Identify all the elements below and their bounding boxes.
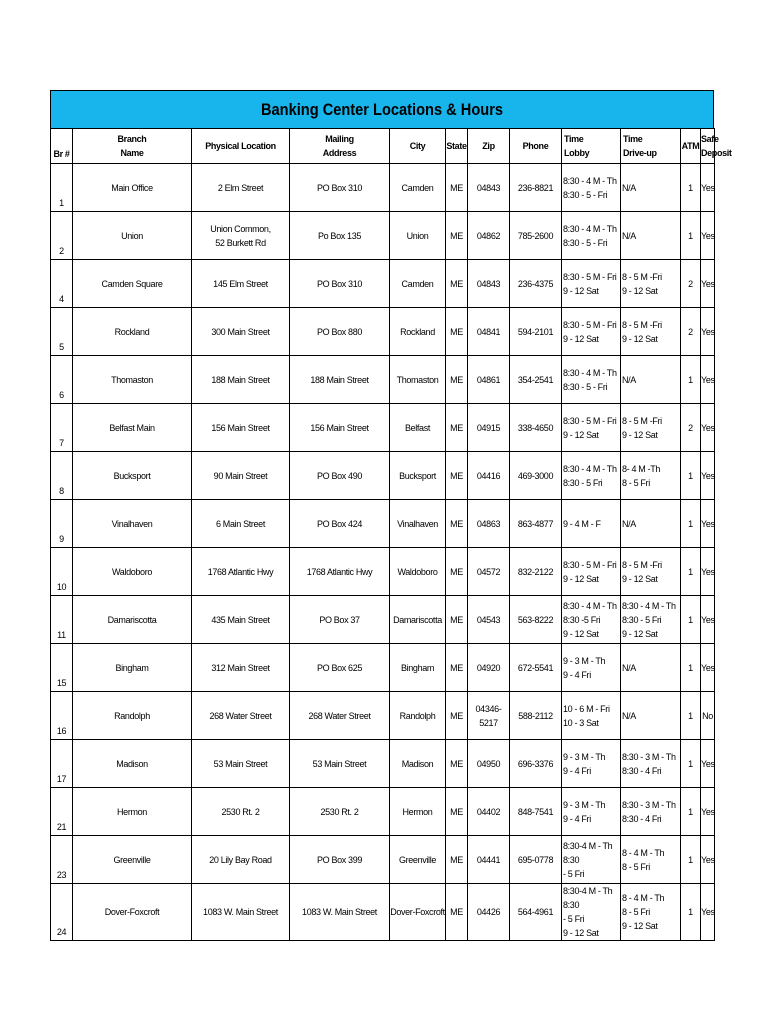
phone-cell: 696-3376 [510, 740, 562, 788]
physical-location-cell: 188 Main Street [192, 356, 290, 404]
table-row [51, 548, 715, 596]
branch-name-cell: Dover-Foxcroft [73, 884, 192, 941]
branch-name-cell: Thomaston [73, 356, 192, 404]
driveup-hours-cell: 8 - 5 M -Fri 9 - 12 Sat [621, 308, 681, 356]
header-time-lobby: Time Lobby [562, 129, 621, 164]
header-safe-deposit: Safe Deposit [701, 129, 715, 164]
atm-count-cell: 1 [681, 836, 701, 884]
phone-cell: 338-4650 [510, 404, 562, 452]
table-row [51, 692, 715, 740]
safe-deposit-cell: Yes [701, 212, 715, 260]
branch-name-cell: Randolph [73, 692, 192, 740]
branch-name-cell: Belfast Main [73, 404, 192, 452]
driveup-hours-cell: 8 - 5 M -Fri 9 - 12 Sat [621, 404, 681, 452]
phone-cell: 848-7541 [510, 788, 562, 836]
driveup-hours-cell: N/A [621, 212, 681, 260]
table-row [51, 836, 715, 884]
zip-cell: 04402 [468, 788, 510, 836]
safe-deposit-cell: Yes [701, 644, 715, 692]
phone-cell: 588-2112 [510, 692, 562, 740]
table-row [51, 404, 715, 452]
table-row [51, 884, 715, 941]
physical-location-cell: 2 Elm Street [192, 164, 290, 212]
state-cell: ME [446, 788, 468, 836]
mailing-address-cell: 2530 Rt. 2 [290, 788, 390, 836]
zip-cell: 04441 [468, 836, 510, 884]
driveup-hours-cell: 8 - 4 M - Th 8 - 5 Fri [621, 836, 681, 884]
state-cell: ME [446, 164, 468, 212]
mailing-address-cell: PO Box 37 [290, 596, 390, 644]
lobby-hours-cell: 8:30 - 4 M - Th 8:30 - 5 Fri [562, 452, 621, 500]
physical-location-cell: 300 Main Street [192, 308, 290, 356]
branch-name-cell: Damariscotta [73, 596, 192, 644]
lobby-hours-cell: 8:30 - 4 M - Th 8:30 -5 Fri 9 - 12 Sat [562, 596, 621, 644]
table-row [51, 596, 715, 644]
lobby-hours-cell: 9 - 3 M - Th 9 - 4 Fri [562, 740, 621, 788]
header-time-driveup: Time Drive-up [621, 129, 681, 164]
mailing-address-cell: PO Box 399 [290, 836, 390, 884]
lobby-hours-cell: 9 - 4 M - F [562, 500, 621, 548]
atm-count-cell: 1 [681, 740, 701, 788]
safe-deposit-cell: Yes [701, 836, 715, 884]
safe-deposit-cell: No [701, 692, 715, 740]
physical-location-cell: 2530 Rt. 2 [192, 788, 290, 836]
lobby-hours-cell: 8:30 - 5 M - Fri 9 - 12 Sat [562, 548, 621, 596]
branch-number-cell: 7 [51, 404, 73, 452]
mailing-address-cell: 188 Main Street [290, 356, 390, 404]
atm-count-cell: 1 [681, 548, 701, 596]
zip-cell: 04346-5217 [468, 692, 510, 740]
branch-number-cell: 2 [51, 212, 73, 260]
branch-name-cell: Hermon [73, 788, 192, 836]
table-row [51, 452, 715, 500]
table-row [51, 740, 715, 788]
lobby-hours-cell: 9 - 3 M - Th 9 - 4 Fri [562, 644, 621, 692]
header-atm: ATM [681, 129, 701, 164]
phone-cell: 672-5541 [510, 644, 562, 692]
zip-cell: 04915 [468, 404, 510, 452]
physical-location-cell: 435 Main Street [192, 596, 290, 644]
safe-deposit-cell: Yes [701, 164, 715, 212]
driveup-hours-cell: 8:30 - 4 M - Th 8:30 - 5 Fri 9 - 12 Sat [621, 596, 681, 644]
branch-name-cell: Bucksport [73, 452, 192, 500]
branch-name-cell: Madison [73, 740, 192, 788]
safe-deposit-cell: Yes [701, 356, 715, 404]
city-cell: Dover-Foxcroft [390, 884, 446, 941]
atm-count-cell: 1 [681, 788, 701, 836]
state-cell: ME [446, 212, 468, 260]
lobby-hours-cell: 8:30 - 4 M - Th 8:30 - 5 - Fri [562, 212, 621, 260]
branch-name-cell: Union [73, 212, 192, 260]
branch-number-cell: 5 [51, 308, 73, 356]
branch-name-cell: Camden Square [73, 260, 192, 308]
header-city: City [390, 129, 446, 164]
branch-number-cell: 10 [51, 548, 73, 596]
atm-count-cell: 1 [681, 164, 701, 212]
atm-count-cell: 2 [681, 260, 701, 308]
city-cell: Randolph [390, 692, 446, 740]
phone-cell: 832-2122 [510, 548, 562, 596]
phone-cell: 863-4877 [510, 500, 562, 548]
driveup-hours-cell: 8:30 - 3 M - Th 8:30 - 4 Fri [621, 788, 681, 836]
atm-count-cell: 1 [681, 692, 701, 740]
branch-name-cell: Bingham [73, 644, 192, 692]
atm-count-cell: 1 [681, 884, 701, 941]
driveup-hours-cell: 8:30 - 3 M - Th 8:30 - 4 Fri [621, 740, 681, 788]
mailing-address-cell: PO Box 424 [290, 500, 390, 548]
zip-cell: 04572 [468, 548, 510, 596]
mailing-address-cell: 53 Main Street [290, 740, 390, 788]
branch-number-cell: 4 [51, 260, 73, 308]
physical-location-cell: 156 Main Street [192, 404, 290, 452]
state-cell: ME [446, 692, 468, 740]
lobby-hours-cell: 9 - 3 M - Th 9 - 4 Fri [562, 788, 621, 836]
branch-number-cell: 23 [51, 836, 73, 884]
header-br: Br # [51, 129, 73, 164]
header-zip: Zip [468, 129, 510, 164]
table-row [51, 212, 715, 260]
atm-count-cell: 1 [681, 500, 701, 548]
atm-count-cell: 2 [681, 308, 701, 356]
table-header [51, 129, 732, 164]
driveup-hours-cell: 8 - 5 M -Fri 9 - 12 Sat [621, 260, 681, 308]
safe-deposit-cell: Yes [701, 404, 715, 452]
city-cell: Camden [390, 164, 446, 212]
table-row [51, 260, 715, 308]
city-cell: Rockland [390, 308, 446, 356]
safe-deposit-cell: Yes [701, 740, 715, 788]
branch-number-cell: 15 [51, 644, 73, 692]
mailing-address-cell: PO Box 880 [290, 308, 390, 356]
atm-count-cell: 1 [681, 644, 701, 692]
lobby-hours-cell: 8:30 - 5 M - Fri 9 - 12 Sat [562, 260, 621, 308]
physical-location-cell: 6 Main Street [192, 500, 290, 548]
driveup-hours-cell: N/A [621, 500, 681, 548]
header-physical-location: Physical Location [192, 129, 290, 164]
mailing-address-cell: 1083 W. Main Street [290, 884, 390, 941]
state-cell: ME [446, 596, 468, 644]
table-row [51, 500, 715, 548]
safe-deposit-cell: Yes [701, 308, 715, 356]
driveup-hours-cell: N/A [621, 356, 681, 404]
mailing-address-cell: 156 Main Street [290, 404, 390, 452]
branch-name-cell: Vinalhaven [73, 500, 192, 548]
phone-cell: 564-4961 [510, 884, 562, 941]
state-cell: ME [446, 356, 468, 404]
table-body [51, 164, 715, 941]
city-cell: Camden [390, 260, 446, 308]
branch-name-cell: Waldoboro [73, 548, 192, 596]
safe-deposit-cell: Yes [701, 884, 715, 941]
city-cell: Bucksport [390, 452, 446, 500]
zip-cell: 04426 [468, 884, 510, 941]
phone-cell: 236-4375 [510, 260, 562, 308]
lobby-hours-cell: 8:30 - 4 M - Th 8:30 - 5 - Fri [562, 356, 621, 404]
table-row [51, 356, 715, 404]
phone-cell: 785-2600 [510, 212, 562, 260]
safe-deposit-cell: Yes [701, 788, 715, 836]
branch-number-cell: 1 [51, 164, 73, 212]
physical-location-cell: 145 Elm Street [192, 260, 290, 308]
branch-number-cell: 9 [51, 500, 73, 548]
atm-count-cell: 1 [681, 596, 701, 644]
lobby-hours-cell: 8:30 - 5 M - Fri 9 - 12 Sat [562, 404, 621, 452]
state-cell: ME [446, 500, 468, 548]
safe-deposit-cell: Yes [701, 260, 715, 308]
city-cell: Vinalhaven [390, 500, 446, 548]
driveup-hours-cell: 8- 4 M -Th 8 - 5 Fri [621, 452, 681, 500]
city-cell: Union [390, 212, 446, 260]
lobby-hours-cell: 10 - 6 M - Fri 10 - 3 Sat [562, 692, 621, 740]
city-cell: Thomaston [390, 356, 446, 404]
lobby-hours-cell: 8:30-4 M - Th 8:30 - 5 Fri 9 - 12 Sat [562, 884, 621, 941]
mailing-address-cell: 268 Water Street [290, 692, 390, 740]
branch-number-cell: 17 [51, 740, 73, 788]
physical-location-cell: 90 Main Street [192, 452, 290, 500]
phone-cell: 695-0778 [510, 836, 562, 884]
zip-cell: 04920 [468, 644, 510, 692]
state-cell: ME [446, 644, 468, 692]
driveup-hours-cell: N/A [621, 164, 681, 212]
zip-cell: 04843 [468, 260, 510, 308]
mailing-address-cell: PO Box 310 [290, 164, 390, 212]
page-title: Banking Center Locations & Hours [260, 100, 504, 119]
state-cell: ME [446, 404, 468, 452]
branch-number-cell: 11 [51, 596, 73, 644]
atm-count-cell: 1 [681, 212, 701, 260]
city-cell: Bingham [390, 644, 446, 692]
driveup-hours-cell: N/A [621, 692, 681, 740]
zip-cell: 04543 [468, 596, 510, 644]
city-cell: Damariscotta [390, 596, 446, 644]
table-row [51, 164, 715, 212]
zip-cell: 04863 [468, 500, 510, 548]
phone-cell: 354-2541 [510, 356, 562, 404]
locations-sheet [50, 90, 732, 941]
mailing-address-cell: Po Box 135 [290, 212, 390, 260]
header-state: State [446, 129, 468, 164]
safe-deposit-cell: Yes [701, 452, 715, 500]
phone-cell: 236-8821 [510, 164, 562, 212]
physical-location-cell: 312 Main Street [192, 644, 290, 692]
locations-table [50, 128, 732, 941]
state-cell: ME [446, 308, 468, 356]
zip-cell: 04950 [468, 740, 510, 788]
branch-number-cell: 16 [51, 692, 73, 740]
branch-name-cell: Rockland [73, 308, 192, 356]
city-cell: Madison [390, 740, 446, 788]
physical-location-cell: 53 Main Street [192, 740, 290, 788]
branch-number-cell: 24 [51, 884, 73, 941]
safe-deposit-cell: Yes [701, 548, 715, 596]
zip-cell: 04843 [468, 164, 510, 212]
zip-cell: 04862 [468, 212, 510, 260]
physical-location-cell: 1083 W. Main Street [192, 884, 290, 941]
atm-count-cell: 1 [681, 452, 701, 500]
driveup-hours-cell: N/A [621, 644, 681, 692]
header-mailing-address: Mailing Address [290, 129, 390, 164]
driveup-hours-cell: 8 - 5 M -Fri 9 - 12 Sat [621, 548, 681, 596]
title-bar [50, 90, 714, 128]
state-cell: ME [446, 884, 468, 941]
branch-number-cell: 8 [51, 452, 73, 500]
branch-number-cell: 6 [51, 356, 73, 404]
state-cell: ME [446, 260, 468, 308]
state-cell: ME [446, 836, 468, 884]
physical-location-cell: Union Common, 52 Burkett Rd [192, 212, 290, 260]
zip-cell: 04416 [468, 452, 510, 500]
city-cell: Belfast [390, 404, 446, 452]
table-row [51, 644, 715, 692]
phone-cell: 594-2101 [510, 308, 562, 356]
header-phone: Phone [510, 129, 562, 164]
header-branch-name: Branch Name [73, 129, 192, 164]
lobby-hours-cell: 8:30 - 5 M - Fri 9 - 12 Sat [562, 308, 621, 356]
physical-location-cell: 20 Lily Bay Road [192, 836, 290, 884]
table-row [51, 788, 715, 836]
atm-count-cell: 1 [681, 356, 701, 404]
branch-name-cell: Main Office [73, 164, 192, 212]
physical-location-cell: 268 Water Street [192, 692, 290, 740]
mailing-address-cell: 1768 Atlantic Hwy [290, 548, 390, 596]
city-cell: Greenville [390, 836, 446, 884]
safe-deposit-cell: Yes [701, 596, 715, 644]
safe-deposit-cell: Yes [701, 500, 715, 548]
phone-cell: 563-8222 [510, 596, 562, 644]
table-row [51, 308, 715, 356]
mailing-address-cell: PO Box 310 [290, 260, 390, 308]
lobby-hours-cell: 8:30 - 4 M - Th 8:30 - 5 - Fri [562, 164, 621, 212]
branch-name-cell: Greenville [73, 836, 192, 884]
lobby-hours-cell: 8:30-4 M - Th 8:30 - 5 Fri [562, 836, 621, 884]
state-cell: ME [446, 452, 468, 500]
atm-count-cell: 2 [681, 404, 701, 452]
branch-number-cell: 21 [51, 788, 73, 836]
driveup-hours-cell: 8 - 4 M - Th 8 - 5 Fri 9 - 12 Sat [621, 884, 681, 941]
city-cell: Waldoboro [390, 548, 446, 596]
physical-location-cell: 1768 Atlantic Hwy [192, 548, 290, 596]
zip-cell: 04861 [468, 356, 510, 404]
phone-cell: 469-3000 [510, 452, 562, 500]
state-cell: ME [446, 740, 468, 788]
city-cell: Hermon [390, 788, 446, 836]
state-cell: ME [446, 548, 468, 596]
mailing-address-cell: PO Box 625 [290, 644, 390, 692]
mailing-address-cell: PO Box 490 [290, 452, 390, 500]
zip-cell: 04841 [468, 308, 510, 356]
